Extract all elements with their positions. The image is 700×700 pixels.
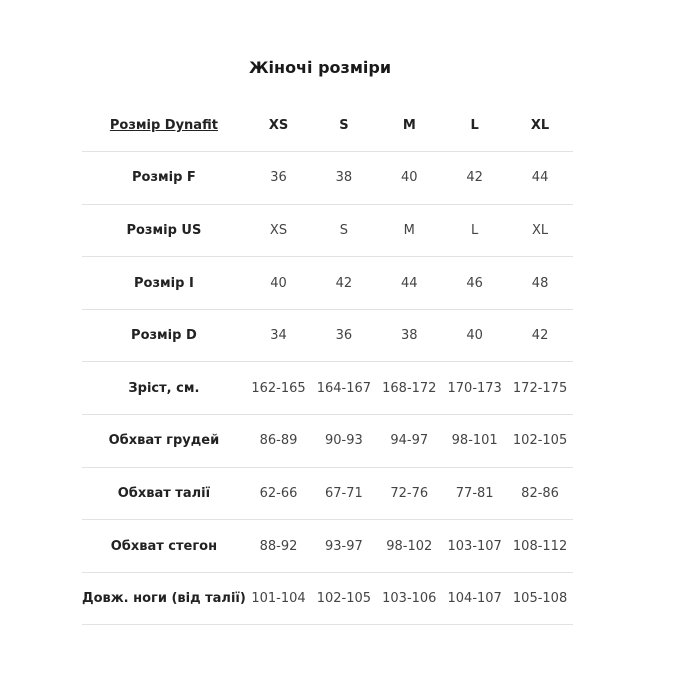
- table-cell: 67-71: [325, 485, 363, 501]
- table-cell: XS: [269, 222, 288, 238]
- table-cell: 42: [335, 275, 353, 291]
- table-cell: 162-165: [251, 380, 306, 396]
- table-cell: 164-167: [316, 380, 372, 396]
- row-label: Обхват талії: [117, 485, 211, 501]
- table-cell: 101-104: [251, 591, 306, 607]
- table-cell: 38: [335, 170, 353, 186]
- table-cell: 77-81: [455, 485, 494, 501]
- table-cell: 172-175: [512, 380, 568, 396]
- row-label: Зріст, см.: [128, 380, 200, 396]
- table-cell: 72-76: [390, 485, 429, 501]
- table-cell: 90-93: [325, 433, 363, 449]
- table-cell: 103-107: [447, 538, 502, 554]
- table-cell: 98-101: [451, 433, 498, 449]
- row-label: Розмір US: [126, 222, 202, 238]
- table-cell: L: [471, 222, 479, 238]
- table-cell: 103-106: [382, 591, 437, 607]
- table-cell: 42: [466, 170, 483, 186]
- table-cell: 46: [466, 275, 483, 291]
- size-column-header: XL: [530, 117, 550, 133]
- table-row: [82, 362, 573, 415]
- table-cell: 102-105: [512, 433, 568, 449]
- size-brand-link[interactable]: Розмір Dynafit: [109, 117, 218, 133]
- table-cell: 34: [270, 328, 287, 344]
- table-cell: 105-108: [512, 591, 568, 607]
- table-cell: 40: [401, 170, 418, 186]
- table-cell: 98-102: [386, 538, 433, 554]
- table-cell: 62-66: [259, 485, 298, 501]
- table-cell: 94-97: [390, 433, 429, 449]
- row-label: Розмір F: [132, 170, 196, 186]
- table-cell: 36: [335, 328, 353, 344]
- table-cell: 93-97: [325, 538, 363, 554]
- row-label: Розмір I: [134, 275, 194, 291]
- table-row: [82, 257, 573, 310]
- page-title: Жіночі розміри: [248, 58, 392, 77]
- table-row: [82, 520, 573, 573]
- table-cell: 36: [270, 170, 287, 186]
- table-cell: 170-173: [447, 380, 502, 396]
- table-cell: 168-172: [382, 380, 437, 396]
- table-cell: XL: [531, 222, 549, 238]
- table-cell: 38: [401, 328, 418, 344]
- size-chart-table: [82, 99, 573, 625]
- table-row: [82, 467, 573, 520]
- table-cell: 82-86: [521, 485, 559, 501]
- row-label: Обхват грудей: [108, 433, 220, 449]
- table-cell: 108-112: [512, 538, 568, 554]
- table-row: [82, 309, 573, 362]
- table-cell: 104-107: [447, 591, 502, 607]
- row-label: Довж. ноги (від талії): [82, 591, 246, 607]
- table-row: [82, 415, 573, 468]
- table-cell: 48: [531, 275, 549, 291]
- size-column-header: M: [402, 117, 416, 133]
- table-cell: M: [403, 222, 415, 238]
- size-column-header: XS: [268, 117, 289, 133]
- table-cell: 44: [401, 275, 418, 291]
- table-cell: S: [339, 222, 349, 238]
- table-row: [82, 152, 573, 205]
- table-cell: 102-105: [316, 591, 372, 607]
- table-row: [82, 572, 573, 625]
- table-cell: 40: [466, 328, 483, 344]
- table-cell: 86-89: [259, 433, 298, 449]
- table-cell: 44: [531, 170, 549, 186]
- table-header-row: [82, 99, 573, 152]
- table-cell: 88-92: [259, 538, 298, 554]
- row-label: Розмір D: [131, 328, 197, 344]
- row-label: Обхват стегон: [110, 538, 218, 554]
- table-cell: 40: [270, 275, 287, 291]
- size-column-header: L: [470, 117, 479, 133]
- table-cell: 42: [531, 328, 549, 344]
- table-row: [82, 204, 573, 257]
- size-column-header: S: [339, 117, 349, 133]
